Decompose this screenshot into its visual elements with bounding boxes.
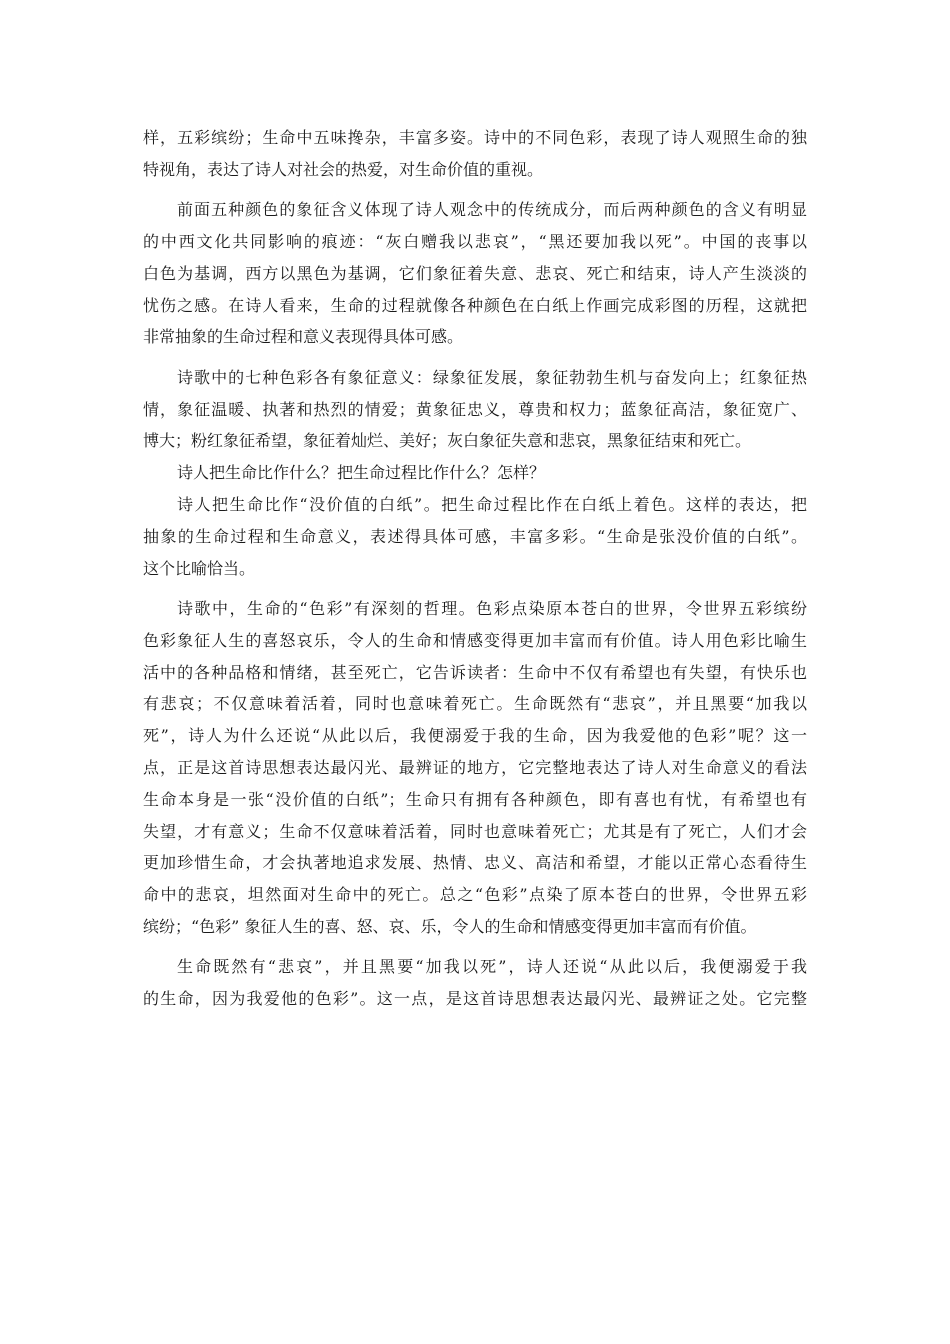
text-line: 更加珍惜生命，才会执著地追求发展、热情、忠义、高洁和希望，才能以正常心态看待生 bbox=[143, 853, 807, 873]
text-line: 诗人把生命比作什么？把生命过程比作什么？怎样？ bbox=[177, 463, 546, 483]
paragraph-3 bbox=[143, 362, 807, 457]
text-line: 点，正是这首诗思想表达最闪光、最辨证的地方，它完整地表达了诗人对生命意义的看法 bbox=[143, 757, 807, 777]
text-line: 活中的各种品格和情绪，甚至死亡，它告诉读者：生命中不仅有希望也有失望，有快乐也 bbox=[143, 662, 807, 682]
text-line: 这个比喻恰当。 bbox=[143, 558, 256, 578]
paragraph-6 bbox=[143, 593, 807, 943]
text-line: 非常抽象的生命过程和意义表现得具体可感。 bbox=[143, 327, 464, 347]
text-line: 前面五种颜色的象征含义体现了诗人观念中的传统成分，而后两种颜色的含义有明显 bbox=[177, 200, 807, 220]
text-line: 诗人把生命比作“没价值的白纸”。把生命过程比作在白纸上着色。这样的表达，把 bbox=[177, 494, 807, 514]
text-line: 白色为基调，西方以黑色为基调，它们象征着失意、悲哀、死亡和结束，诗人产生淡淡的 bbox=[143, 263, 807, 283]
text-line: 情，象征温暖、执著和热烈的情爱；黄象征忠义，尊贵和权力；蓝象征高洁，象征宽广、 bbox=[143, 399, 807, 419]
text-line: 失望，才有意义；生命不仅意味着活着，同时也意味着死亡；尤其是有了死亡，人们才会 bbox=[143, 821, 807, 841]
text-line: 色彩象征人生的喜怒哀乐，令人的生命和情感变得更加丰富而有价值。诗人用色彩比喻生 bbox=[143, 630, 807, 650]
text-line: 抽象的生命过程和生命意义，表述得具体可感，丰富多彩。“生命是张没价值的白纸”。 bbox=[143, 526, 807, 546]
text-line: 博大；粉红象征希望，象征着灿烂、美好；灰白象征失意和悲哀，黑象征结束和死亡。 bbox=[143, 431, 752, 451]
text-line: 生命本身是一张“没价值的白纸”；生命只有拥有各种颜色，即有喜也有忧，有希望也有 bbox=[143, 789, 807, 809]
text-line: 命中的悲哀，坦然面对生命中的死亡。总之“色彩”点染了原本苍白的世界，令世界五彩 bbox=[143, 885, 807, 905]
text-line: 死”，诗人为什么还说“从此以后，我便溺爱于我的生命，因为我爱他的色彩”呢？这一 bbox=[143, 726, 807, 746]
text-line: 样，五彩缤纷；生命中五味搀杂，丰富多姿。诗中的不同色彩，表现了诗人观照生命的独 bbox=[143, 128, 807, 147]
text-line: 诗歌中，生命的“色彩”有深刻的哲理。色彩点染原本苍白的世界，令世界五彩缤纷 bbox=[177, 598, 807, 618]
text-line: 忧伤之感。在诗人看来，生命的过程就像各种颜色在白纸上作画完成彩图的历程，这就把 bbox=[143, 295, 807, 315]
text-line: 的中西文化共同影响的痕迹：“灰白赠我以悲哀”，“黑还要加我以死”。中国的丧事以 bbox=[143, 231, 807, 251]
text-line: 有悲哀；不仅意味着活着，同时也意味着死亡。生命既然有“悲哀”，并且黑要“加我以 bbox=[143, 694, 807, 714]
text-line: 缤纷；“色彩” 象征人生的喜、怒、哀、乐，令人的生命和情感变得更加丰富而有价值。 bbox=[143, 916, 757, 936]
paragraph-4-question bbox=[143, 457, 807, 489]
text-line: 诗歌中的七种色彩各有象征意义：绿象征发展，象征勃勃生机与奋发向上；红象征热 bbox=[177, 367, 807, 387]
text-line: 生命既然有“悲哀”，并且黑要“加我以死”，诗人还说“从此以后，我便溺爱于我 bbox=[177, 957, 807, 977]
paragraph-5 bbox=[143, 489, 807, 584]
text-line: 的生命，因为我爱他的色彩”。这一点，是这首诗思想表达最闪光、最辨证之处。它完整 bbox=[143, 989, 807, 1009]
text-line: 特视角，表达了诗人对社会的热爱，对生命价值的重视。 bbox=[143, 159, 544, 179]
paragraph-1 bbox=[143, 122, 807, 186]
body-text bbox=[143, 122, 807, 1015]
paragraph-2 bbox=[143, 194, 807, 353]
paragraph-7 bbox=[143, 951, 807, 1015]
